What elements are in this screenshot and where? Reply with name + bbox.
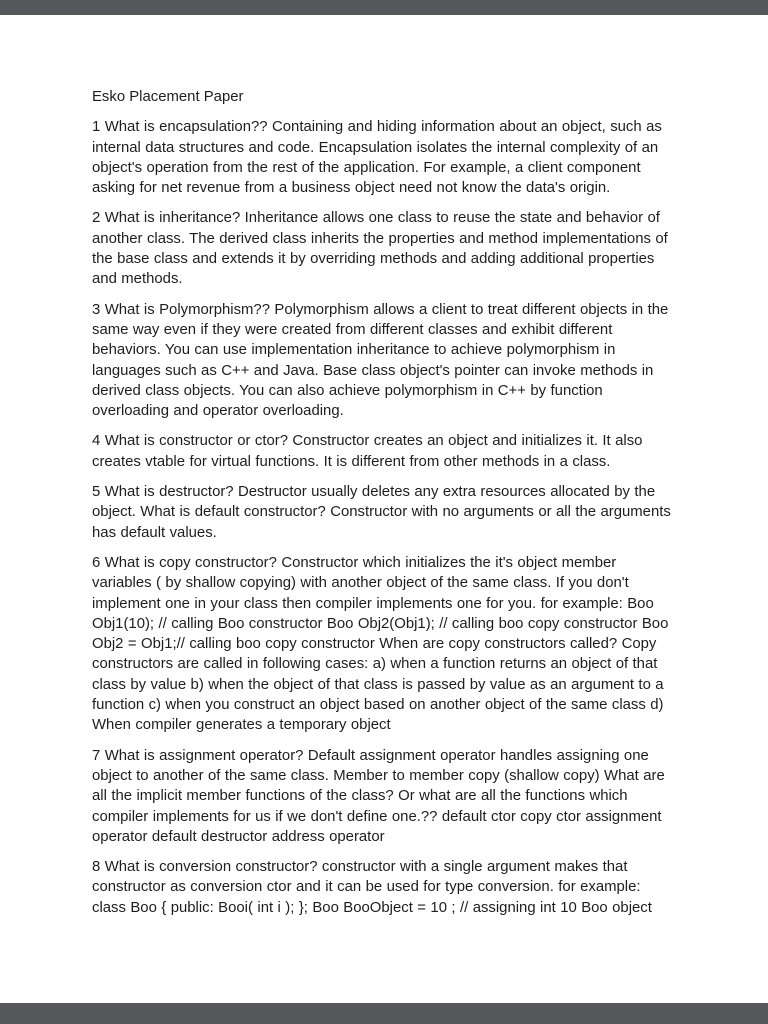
paragraph-conversion-constructor: 8 What is conversion constructor? constructor with a single argument makes that constructor as conversion ctor and it can be used for type conversion. for example: class Boo { public: Booi( int i ); }; Boo BooObject = 10 ; // assigning int 10 Boo object [92, 859, 652, 916]
paragraph-destructor: 5 What is destructor? Destructor usually deletes any extra resources allocated by the object. What is default constructor? Constructor with no arguments or all the arguments has default values. [92, 484, 671, 541]
document-page [0, 15, 768, 1003]
paragraph-constructor: 4 What is constructor or ctor? Constructor creates an object and initializes it. It also creates vtable for virtual functions. It is different from other methods in a class. [92, 433, 643, 470]
paragraph-encapsulation: 1 What is encapsulation?? Containing and hiding information about an object, such as internal data structures and code. Encapsulation isolates the internal complexity of an object's operation from the rest of the application. For example, a client component asking for net revenue from a business object need not know the data's origin. [92, 119, 662, 197]
paragraph-copy-constructor: 6 What is copy constructor? Constructor which initializes the it's object member variables ( by shallow copying) with another object of the same class. If you don't implement one in your class then compiler implements one for you. for example: Boo Obj1(10); // calling Boo constructor Boo Obj2(Obj1); // calling boo copy constructor Boo Obj2 = Obj1;// calling boo copy constructor When are copy constructors called? Copy constructors are called in following cases: a) when a function returns an object of that class by value b) when the object of that class is passed by value as an argument to a function c) when you construct an object based on another object of the same class d) When compiler generates a temporary object [92, 554, 669, 734]
document-title: Esko Placement Paper [92, 89, 244, 105]
paragraph-polymorphism: 3 What is Polymorphism?? Polymorphism allows a client to treat different objects in the same way even if they were created from different classes and exhibit different behaviors. You can use implementation inheritance to achieve polymorphism in languages such as C++ and Java. Base class object's pointer can invoke methods in derived class objects. You can also achieve polymorphism in C++ by function overloading and operator overloading. [92, 301, 669, 420]
paragraph-assignment-operator: 7 What is assignment operator? Default assignment operator handles assigning one object to another of the same class. Member to member copy (shallow copy) What are all the implicit member functions of the class? Or what are all the functions which compiler implements for us if we don't define one.?? default ctor copy ctor assignment operator default destructor address operator [92, 747, 665, 845]
paragraph-inheritance: 2 What is inheritance? Inheritance allows one class to reuse the state and behavior of another class. The derived class inherits the properties and method implementations of the base class and extends it by overriding methods and adding additional properties and methods. [92, 210, 668, 288]
